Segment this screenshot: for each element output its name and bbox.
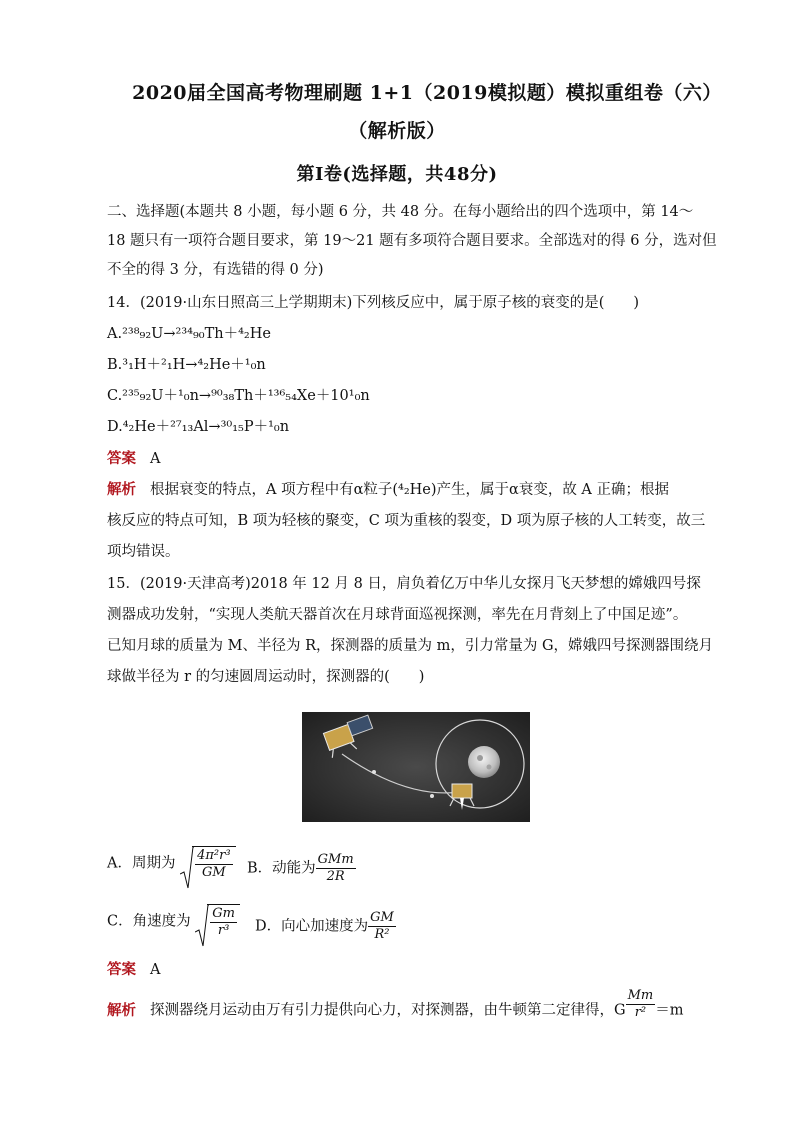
- q15-line-3: 已知月球的质量为 M、半径为 R，探测器的质量为 m，引力常量为 G，嫦娥四号探测器围绕月: [107, 638, 714, 654]
- instructions-line-2: 18 题只有一项符合题目要求，第 19～21 题有多项符合题目要求。全部选对的得 6 分，选对但: [107, 233, 717, 249]
- analysis-text: 根据衰变的特点，A 项方程中有α粒子(⁴₂He)产生，属于α衰变，故 A 正确；根据: [150, 482, 670, 498]
- q15-line-4: 球做半径为 r 的匀速圆周运动时，探测器的( ): [107, 669, 425, 685]
- analysis-tail: ＝m: [655, 1002, 684, 1019]
- answer-value: A: [150, 451, 161, 467]
- q14-analysis-line-3: 项均错误。: [107, 544, 180, 560]
- analysis-label: 解析: [107, 481, 136, 498]
- option-c-denominator: r³: [217, 923, 230, 938]
- option-d-numerator: GM: [370, 910, 394, 925]
- sqrt-expression: [180, 846, 235, 881]
- q14-analysis-line-2: 核反应的特点可知，B 项为轻核的聚变，C 项为重核的裂变，D 项为原子核的人工转变，故三: [107, 513, 706, 529]
- q14-option-a: A.²³⁸₉₂U→²³⁴₉₀Th＋⁴₂He: [107, 326, 271, 342]
- option-a-numerator: 4π²r³: [197, 848, 231, 863]
- answer-label: 答案: [107, 961, 136, 978]
- q15-option-c: [107, 904, 240, 939]
- option-a-label: A．周期为: [107, 855, 176, 872]
- q14-answer: [107, 449, 727, 469]
- instructions-line-1: 二、选择题(本题共 8 小题，每小题 6 分，共 48 分。在每小题给出的四个选项中，第 14～: [107, 204, 694, 220]
- q15-line-2: 测器成功发射，“实现人类航天器首次在月球背面巡视探测，率先在月背刻上了中国足迹”。: [107, 607, 688, 623]
- q15-option-d: [255, 910, 396, 943]
- option-d-label: D．向心加速度为: [255, 918, 369, 935]
- q14-option-b: B.³₁H＋²₁H→⁴₂He＋¹₀n: [107, 357, 266, 373]
- analysis-numerator: Mm: [627, 988, 654, 1003]
- lunar-probe-figure: [302, 712, 530, 822]
- q14-stem: 14．(2019·山东日照高三上学期期末)下列核反应中，属于原子核的衰变的是( ): [107, 295, 640, 311]
- q15-option-b: [247, 852, 356, 885]
- q15-option-a: [107, 846, 236, 881]
- option-c-numerator: Gm: [212, 906, 235, 921]
- analysis-text: 探测器绕月运动由万有引力提供向心力，对探测器，由牛顿第二定律得，G: [150, 1002, 626, 1019]
- section-title: 第Ⅰ卷(选择题，共48分): [296, 164, 498, 185]
- q15-answer: [107, 960, 727, 980]
- lunar-probe-illustration: [302, 712, 530, 822]
- q15-line-1: 15．(2019·天津高考)2018 年 12 月 8 日，肩负着亿万中华儿女探月飞天梦想的嫦娥四号探: [107, 576, 701, 592]
- q15-analysis: [107, 988, 727, 1021]
- sqrt-expression: [195, 904, 240, 939]
- option-a-denominator: GM: [201, 865, 226, 880]
- moon-icon: [468, 746, 500, 778]
- q14-analysis-line-1: [107, 480, 727, 500]
- radical-sign: [195, 904, 209, 948]
- instructions-line-3: 不全的得 3 分，有选错的得 0 分): [107, 262, 324, 278]
- page-title: 2020届全国高考物理刷题 1+1（2019模拟题）模拟重组卷（六）: [132, 82, 722, 104]
- q14-option-d: D.⁴₂He＋²⁷₁₃Al→³⁰₁₅P＋¹₀n: [107, 419, 290, 435]
- page-subtitle: （解析版）: [348, 120, 446, 142]
- option-b-denominator: 2R: [326, 869, 345, 884]
- option-b-numerator: GMm: [317, 852, 354, 867]
- option-b-label: B．动能为: [247, 860, 316, 877]
- q14-option-c: C.²³⁵₉₂U＋¹₀n→⁹⁰₃₈Th＋¹³⁶₅₄Xe＋10¹₀n: [107, 388, 370, 404]
- analysis-label: 解析: [107, 1001, 136, 1019]
- radical-sign: [180, 846, 194, 890]
- option-c-label: C．角速度为: [107, 913, 191, 930]
- option-d-denominator: R²: [374, 927, 390, 942]
- answer-label: 答案: [107, 450, 136, 467]
- analysis-denominator: r²: [634, 1005, 647, 1020]
- answer-value: A: [150, 962, 161, 978]
